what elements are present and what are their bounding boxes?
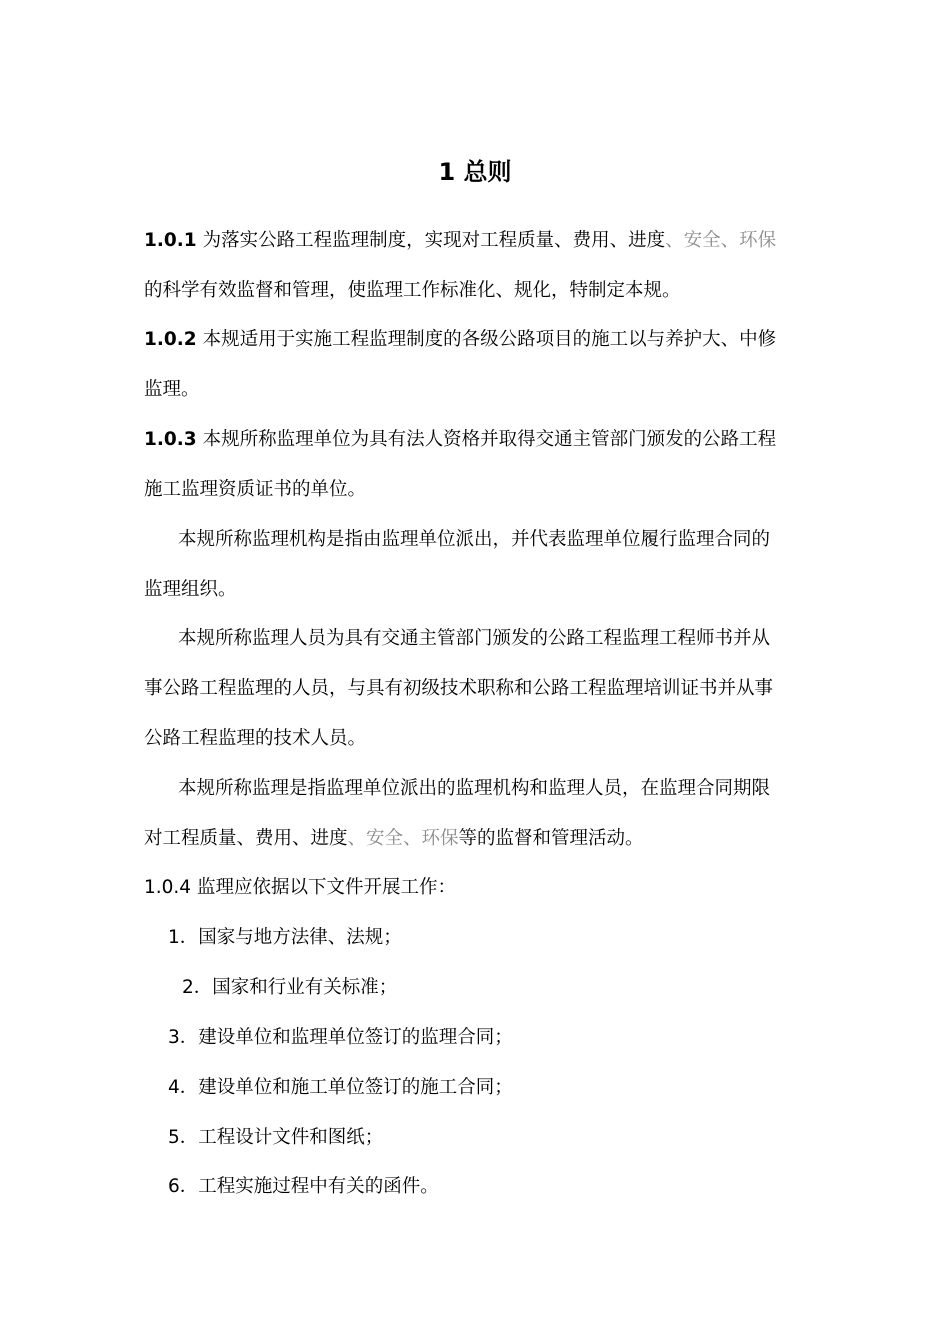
clause-text-muted: 、安全、环保 bbox=[665, 230, 777, 251]
clause-text: 本规适用于实施工程监理制度的各级公路项目的施工以与养护大、中修 bbox=[196, 329, 777, 350]
supervision-text: 对工程质量、费用、进度 bbox=[144, 828, 348, 849]
chapter-title: 1 总则 bbox=[438, 158, 512, 186]
supervision-text-end: 等的监督和管理活动。 bbox=[458, 828, 644, 849]
supervision-paragraph-line-1: 本规所称监理是指监理单位派出的监理机构和监理人员，在监理合同期限 bbox=[178, 778, 771, 799]
clause-number: 1.0.1 bbox=[144, 230, 197, 251]
clause-text: 为落实公路工程监理制度，实现对工程质量、费用、进度 bbox=[196, 230, 666, 251]
agency-paragraph-line-1: 本规所称监理机构是指由监理单位派出，并代表监理单位履行监理合同的 bbox=[178, 529, 771, 550]
personnel-paragraph-line-2: 事公路工程监理的人员，与具有初级技术职称和公路工程监理培训证书并从事 bbox=[144, 678, 774, 699]
clause-number: 1.0.3 bbox=[144, 429, 197, 450]
personnel-paragraph-line-1: 本规所称监理人员为具有交通主管部门颁发的公路工程监理工程师书并从 bbox=[178, 628, 771, 649]
supervision-text-muted: 、安全、环保 bbox=[347, 828, 459, 849]
clause-1-0-2-line-1 bbox=[144, 325, 776, 355]
personnel-paragraph-line-3: 公路工程监理的技术人员。 bbox=[144, 728, 367, 749]
clause-number: 1.0.2 bbox=[144, 329, 197, 350]
basis-list-item: 1．国家与地方法律、法规； bbox=[168, 927, 402, 948]
clause-text: 本规所称监理单位为具有法人资格并取得交通主管部门颁发的公路工程 bbox=[196, 429, 777, 450]
basis-list-item: 2．国家和行业有关标准； bbox=[182, 977, 398, 998]
clause-1-0-2-line-2: 监理。 bbox=[144, 379, 200, 400]
supervision-paragraph-line-2 bbox=[144, 824, 644, 854]
basis-list-item: 3．建设单位和监理单位签订的监理合同； bbox=[168, 1027, 513, 1048]
clause-1-0-1-line-2: 的科学有效监督和管理，使监理工作标准化、规化，特制定本规。 bbox=[144, 280, 681, 301]
clause-1-0-3-line-2: 施工监理资质证书的单位。 bbox=[144, 479, 367, 500]
clause-1-0-3-line-1 bbox=[144, 425, 776, 455]
basis-list-item: 5．工程设计文件和图纸； bbox=[168, 1127, 384, 1148]
clause-1-0-4-heading: 1.0.4 监理应依据以下文件开展工作： bbox=[144, 877, 456, 898]
clause-1-0-1-line-1 bbox=[144, 226, 776, 256]
basis-list-item: 6．工程实施过程中有关的函件。 bbox=[168, 1176, 439, 1197]
basis-list-item: 4．建设单位和施工单位签订的施工合同； bbox=[168, 1077, 513, 1098]
agency-paragraph-line-2: 监理组织。 bbox=[144, 579, 237, 600]
